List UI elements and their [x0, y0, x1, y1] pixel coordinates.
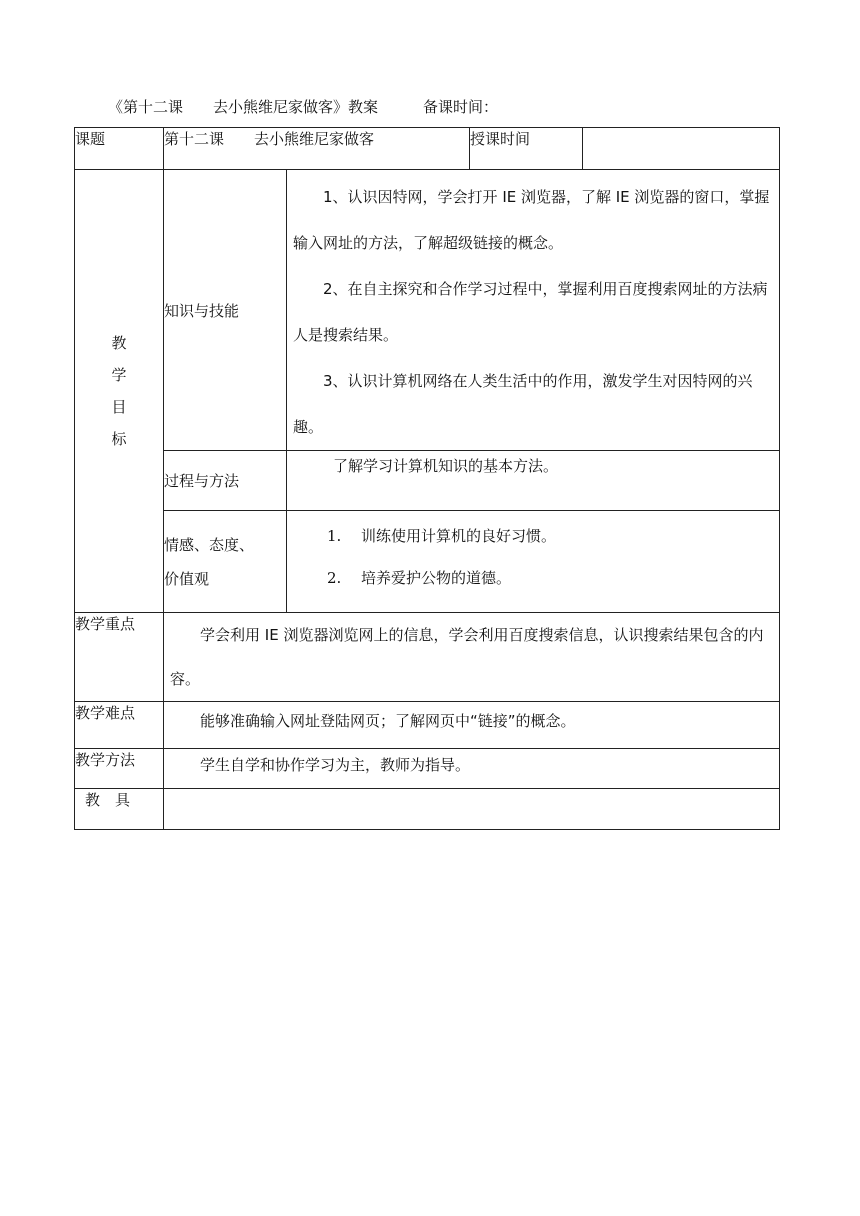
key-points-row	[75, 613, 780, 702]
process-text: 了解学习计算机知识的基本方法。	[333, 457, 559, 475]
class-time-value	[583, 128, 780, 170]
goals-char: 教	[111, 334, 127, 352]
emotion-label-line: 情感、态度、	[164, 535, 255, 554]
topic-label: 课题	[75, 128, 164, 170]
topic-row	[75, 128, 780, 170]
goals-char: 学	[111, 366, 127, 384]
emotion-item-text: 培养爱护公物的道德。	[361, 569, 512, 587]
knowledge-item: 2、在自主探究和合作学习过程中，掌握利用百度搜索网址的方法病人是搜索结果。	[293, 280, 768, 344]
tools-label: 教 具	[75, 789, 164, 830]
emotion-item	[287, 557, 771, 599]
emotion-item-text: 训练使用计算机的良好习惯。	[361, 527, 557, 545]
emotion-label	[164, 511, 287, 613]
emotion-item-num: 1.	[327, 527, 342, 545]
method-row	[75, 749, 780, 789]
key-points-label: 教学重点	[75, 613, 164, 702]
key-points-text: 学会利用 IE 浏览器浏览网上的信息，学会利用百度搜索信息，认识搜索结果包含的内容。	[170, 626, 764, 688]
process-label: 过程与方法	[164, 451, 287, 511]
topic-value: 第十二课 去小熊维尼家做客	[164, 128, 470, 170]
knowledge-label-text: 知识与技能	[164, 301, 240, 320]
difficulties-content	[164, 702, 780, 749]
tools-value	[164, 789, 780, 830]
difficulties-text: 能够准确输入网址登陆网页；了解网页中“链接”的概念。	[200, 712, 576, 730]
knowledge-item: 1、认识因特网，学会打开 IE 浏览器，了解 IE 浏览器的窗口，掌握输入网址的方法，了解超级链接的概念。	[293, 188, 770, 252]
goals-char: 目	[111, 398, 127, 416]
emotion-content	[287, 511, 780, 613]
knowledge-item: 3、认识计算机网络在人类生活中的作用，激发学生对因特网的兴趣。	[293, 372, 753, 436]
difficulties-label: 教学难点	[75, 702, 164, 749]
lesson-plan-table	[74, 127, 780, 830]
knowledge-content	[287, 170, 780, 451]
difficulties-row	[75, 702, 780, 749]
goals-char: 标	[111, 430, 127, 448]
key-points-content	[164, 613, 780, 702]
class-time-label: 授课时间	[470, 128, 583, 170]
knowledge-label	[164, 170, 287, 451]
method-label: 教学方法	[75, 749, 164, 789]
goals-label	[75, 170, 164, 613]
emotion-item-num: 2.	[327, 569, 342, 587]
method-content	[164, 749, 780, 789]
method-text: 学生自学和协作学习为主，教师为指导。	[200, 756, 471, 774]
emotion-item	[287, 515, 771, 557]
process-content	[287, 451, 780, 511]
process-row	[75, 451, 780, 511]
knowledge-row	[75, 170, 780, 451]
emotion-label-line: 价值观	[164, 569, 210, 588]
emotion-row	[75, 511, 780, 613]
document-title: 《第十二课 去小熊维尼家做客》教案 备课时间：	[108, 98, 499, 116]
tools-row	[75, 789, 780, 830]
